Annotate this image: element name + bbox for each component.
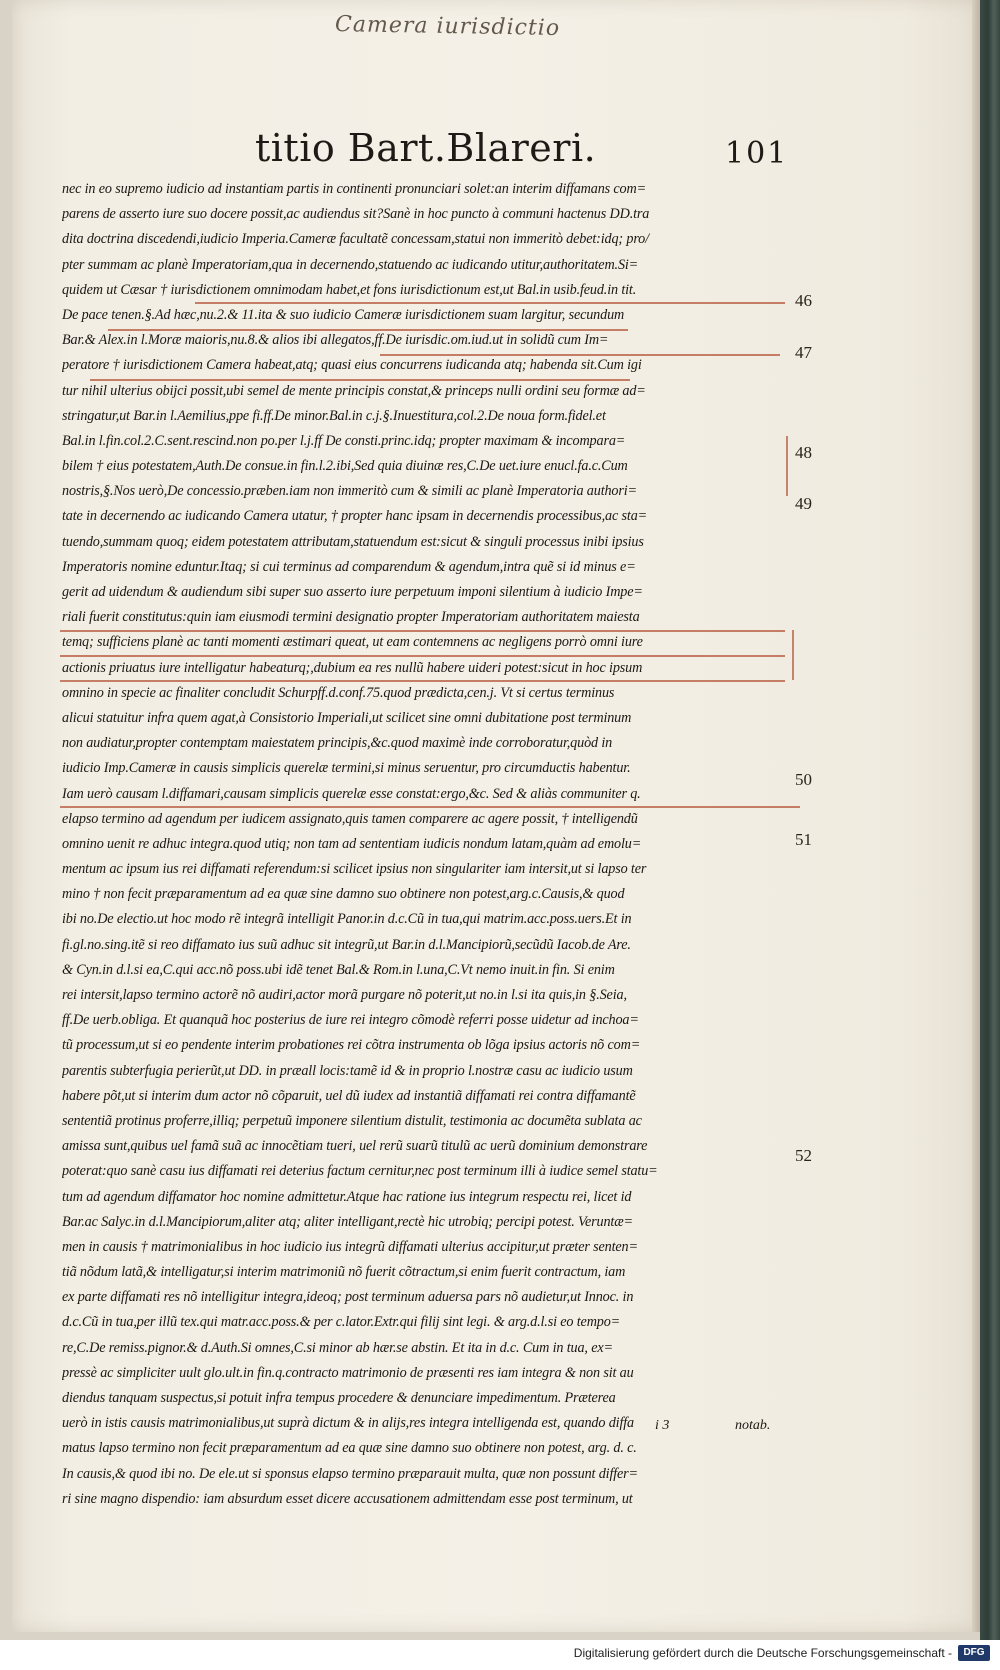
text-line: nec in eo supremo iudicio ad instantiam partis in continenti pronunciari solet:an interim diffamans com=	[62, 181, 647, 197]
text-line: tur nihil ulterius obijci possit,ubi semel de mente principis constat,& princeps nulli ordini seu formæ ad=	[62, 382, 646, 399]
ink-underline	[108, 329, 628, 331]
text-line: temq; sufficiens planè ac tanti momenti æstimari queat, ut eam contemnens ac negligens porrò omni iure	[62, 634, 643, 651]
text-line: actionis priuatus iure intelligatur habeaturq;,dubium ea res nullũ habere uideri potest:sicut in hoc ipsum	[62, 659, 643, 676]
text-line: mino † non fecit præparamentum ad ea quæ sine damno suo obtinere non potest,arg.c.Causis,& quod	[62, 886, 625, 903]
text-line: stringatur,ut Bar.in l.Aemilius,ppe fi.ff.De minor.Bal.in c.j.§.Inuestitura,col.2.De noua form.fidel.et	[62, 407, 606, 424]
text-line: omnino uenit re adhuc integra.quod utiq; non tam ad sententiam iudicis nondum latam,quàm ad emolu=	[62, 835, 642, 852]
book-binding	[980, 0, 1000, 1640]
text-line: matus lapso termino non fecit præparamentum ad ea quæ sine damno suo obtinere non potest, arg. d. c.	[62, 1440, 637, 1457]
text-line: tum ad agendum diffamator hoc nomine admittetur.Atque hac ratione ius integrum respectu rei, licet id	[62, 1188, 632, 1205]
text-line: De pace tenen.§.Ad hæc,nu.2.& 11.ita & suo iudicio Cameræ iurisdictionem suam largitur, secundum	[62, 306, 625, 323]
text-line: d.c.Cũ in tua,per illũ tex.qui matr.acc.poss.& per c.lator.Extr.qui filij sint legi. & arg.d.l.si eo tempo=	[62, 1314, 621, 1331]
ink-underline	[60, 806, 800, 808]
text-line: ibi no.De electio.ut hoc modo rẽ integrã intelligit Panor.in d.c.Cũ in tua,qui matrim.acc.poss.uers.Et in	[62, 911, 632, 928]
text-line: sententiã protinus proferre,illiq; perpetuũ imponere silentium distulit, testimonia ac documẽta sublata ac	[62, 1112, 642, 1129]
text-line: rei intersit,lapso termino actorẽ nõ audiri,actor morã purgare nõ poterit,ut no.in l.si ita quis,in §.Seia,	[62, 987, 627, 1003]
ink-underline	[60, 680, 785, 682]
margin-number: 47	[795, 343, 812, 362]
handwritten-note: Camera iurisdictio	[334, 12, 561, 41]
page-number: 101	[725, 136, 789, 171]
text-line: tũ processum,ut si eo pendente interim probationes rei cõtra instrumenta ob lõga ipsius actoris nõ com=	[62, 1037, 641, 1054]
text-line: Bal.in l.fin.col.2.C.sent.rescind.non po.per l.j.ff De consti.princ.idq; propter maximam & incompara=	[62, 432, 626, 449]
text-line: dita doctrina discedendi,iudicio Imperia.Cameræ facultatẽ concessam,statui non immeritò debet:idq; pro/	[62, 231, 649, 248]
text-line: Bar.& Alex.in l.Moræ maioris,nu.8.& alios ibi allegatos,ff.De iurisdic.om.iud.ut in solidũ cum Im=	[62, 332, 609, 349]
text-line: poterat:quo sanè casu ius diffamati rei deterius factum cernitur,nec post terminum illi à iudice semel statu=	[62, 1163, 658, 1180]
signature-mark: i 3	[655, 1418, 670, 1433]
margin-number: 52	[795, 1146, 812, 1165]
text-line: pressè ac simpliciter uult glo.ult.in fin.q.contracto matrimonio de præsenti res iam integra & non sit au	[62, 1364, 634, 1381]
margin-number: 49	[795, 494, 812, 513]
text-line: diendus tanquam suspectus,si potuit infra tempus procedere & denunciare impedimentum. Præterea	[62, 1390, 616, 1406]
text-line: mentum ac ipsum ius rei diffamati referendum:si scilicet ipsius non singulariter iam intersit,ut si lapso ter	[62, 861, 647, 878]
text-line: ex parte diffamati res nõ intelligitur integra,ideoq; post terminum aduersa pars nõ audietur,ut Innoc. in	[62, 1289, 634, 1306]
margin-number: 46	[795, 291, 812, 310]
ink-margin-mark	[792, 630, 794, 680]
text-line: parens de asserto iure suo docere possit,ac audiendus sit?Sanè in hoc puncto à communi hactenus DD.tra	[62, 206, 650, 223]
text-line: omnino in specie ac finaliter concludit Schurpff.d.conf.75.quod prædicta,cen.j. Vt si certus terminus	[62, 684, 615, 701]
page-edge	[972, 0, 980, 1632]
text-line: bilem † eius potestatem,Auth.De consue.in fin.l.2.ibi,Sed quia diuinæ res,C.De uet.iure enucl.fa.c.Cum	[62, 458, 628, 475]
text-line: In causis,& quod ibi no. De ele.ut si sponsus elapso termino præparauit multa, quæ non possunt differ=	[62, 1465, 638, 1482]
text-line: re,C.De remiss.pignor.& d.Auth.Si omnes,C.si minor ab hær.se abstin. Et ita in d.c. Cum in tua, ex=	[62, 1339, 613, 1356]
text-line: & Cyn.in d.l.si ea,C.qui acc.nõ poss.ubi idẽ tenet Bal.& Rom.in l.una,C.Vt nemo inuit.in fin. Si enim	[62, 961, 615, 978]
text-line: men in causis † matrimonialibus in hoc iudicio ius integrũ diffamati ulterius accipitur,ut præter senten=	[62, 1238, 638, 1255]
text-line: uerò in istis causis matrimonialibus,ut suprà dictum & in alijs,res integra intelligenda est, quando diffa	[62, 1415, 634, 1432]
margin-number: 51	[795, 830, 812, 849]
text-line: alicui statuitur infra quem agat,à Consistorio Imperiali,ut scilicet sine omni dubitatione post terminum	[62, 709, 632, 726]
ink-underline	[90, 379, 630, 381]
running-head: titio Bart.Blareri.	[255, 126, 597, 170]
catchword: notab.	[735, 1418, 771, 1433]
footer-credit: Digitalisierung gefördert durch die Deutsche Forschungsgemeinschaft -	[573, 1646, 952, 1660]
ink-margin-mark	[786, 436, 788, 496]
text-line: riali fuerit constitutus:quin iam eiusmodi termini designatio propter Imperatoriam authoritatem maiesta	[62, 609, 640, 626]
text-line: amissa sunt,quibus uel famã suã ac innocẽtiam tueri, uel rerũ suarũ titulũ ac uerũ dominium demonstrare	[62, 1138, 648, 1155]
text-line: peratore † iurisdictionem Camera habeat,atq; quasi eius concurrens iudicanda atq; habenda sit.Cum igi	[62, 357, 642, 374]
text-line: tate in decernendo ac iudicando Camera utatur, † propter hanc ipsam in decernendis processibus,ac sta=	[62, 508, 648, 525]
ink-underline	[195, 302, 785, 304]
text-line: elapso termino ad agendum per iudicem assignato,quis tamen comparere ac agere possit, † intelligendũ	[62, 810, 638, 827]
text-line: gerit ad uidendum & audiendum sibi super suo asserto iure perpetuum imponi silentium à iudicio Impe=	[62, 584, 643, 600]
ink-underline	[60, 655, 785, 657]
text-line: iudicio Imp.Cameræ in causis simplicis querelæ termini,si minus seruentur, pro circumductis habentur.	[62, 760, 631, 777]
text-line: ff.De uerb.obliga. Et quanquã hoc posterius de iure rei integro cõmodè referri posse uidetur ad inchoa=	[62, 1012, 639, 1029]
text-line: Imperatoris nomine eduntur.Itaq; si cui terminus ad comparendum & agendum,intra quẽ si id minus e=	[62, 558, 636, 575]
text-line: pter summam ac planè Imperatoriam,qua in decernendo,statuendo ac iudicando utitur,authoritatem.Si=	[62, 256, 639, 273]
margin-number: 50	[795, 770, 812, 789]
text-line: quidem ut Cæsar † iurisdictionem omnimodam habet,et fons iurisdictionum est,ut Bal.in usib.feud.in tit.	[62, 281, 637, 298]
text-line: tuendo,summam quoq; eidem potestatem attributam,statuendum est:sicut & singuli processus inibi ipsius	[62, 533, 644, 550]
ink-underline	[380, 354, 780, 356]
text-line: parentis subterfugia perierũt,ut DD. in præall locis:tamẽ id & in proprio l.nostræ casu ac iudicio usum	[62, 1062, 633, 1079]
text-line: ri sine magno dispendio: iam absurdum esset dicere accusationem admittendam esse post terminum, ut	[62, 1490, 633, 1507]
dfg-logo: DFG	[958, 1645, 990, 1661]
ink-underline	[60, 630, 785, 632]
text-line: fi.gl.no.sing.itẽ si reo diffamato ius suũ adhuc sit integrũ,ut Bar.in d.l.Mancipiorũ,secũdũ Iacob.de Are.	[62, 936, 631, 953]
text-line: nostris,§.Nos uerò,De concessio.præben.iam non immeritò cum & simili ac planè Imperatoria authori=	[62, 483, 637, 500]
text-line: habere põt,ut si interim dum actor nõ cõparuit, uel dũ iudex ad instantiã diffamati rei contra diffamantẽ	[62, 1087, 636, 1104]
text-line: Iam uerò causam l.diffamari,causam simplicis querelæ esse constat:ergo,&c. Sed & aliàs communiter q.	[62, 785, 641, 802]
text-line: non audiatur,propter contemptam maiestatem principis,&c.quod maximè inde corroboratur,quòd in	[62, 735, 613, 752]
body-text	[62, 177, 787, 1512]
text-line: tiã nõdum latã,& intelligatur,si interim matrimoniũ nõ fuerit cõtractum,si enim fuerit contractum, iam	[62, 1264, 626, 1281]
text-line: Bar.ac Salyc.in d.l.Mancipiorum,aliter atq; aliter intelligant,rectè hic utrobiq; percipi potest. Veruntæ=	[62, 1213, 633, 1230]
margin-number: 48	[795, 443, 812, 462]
